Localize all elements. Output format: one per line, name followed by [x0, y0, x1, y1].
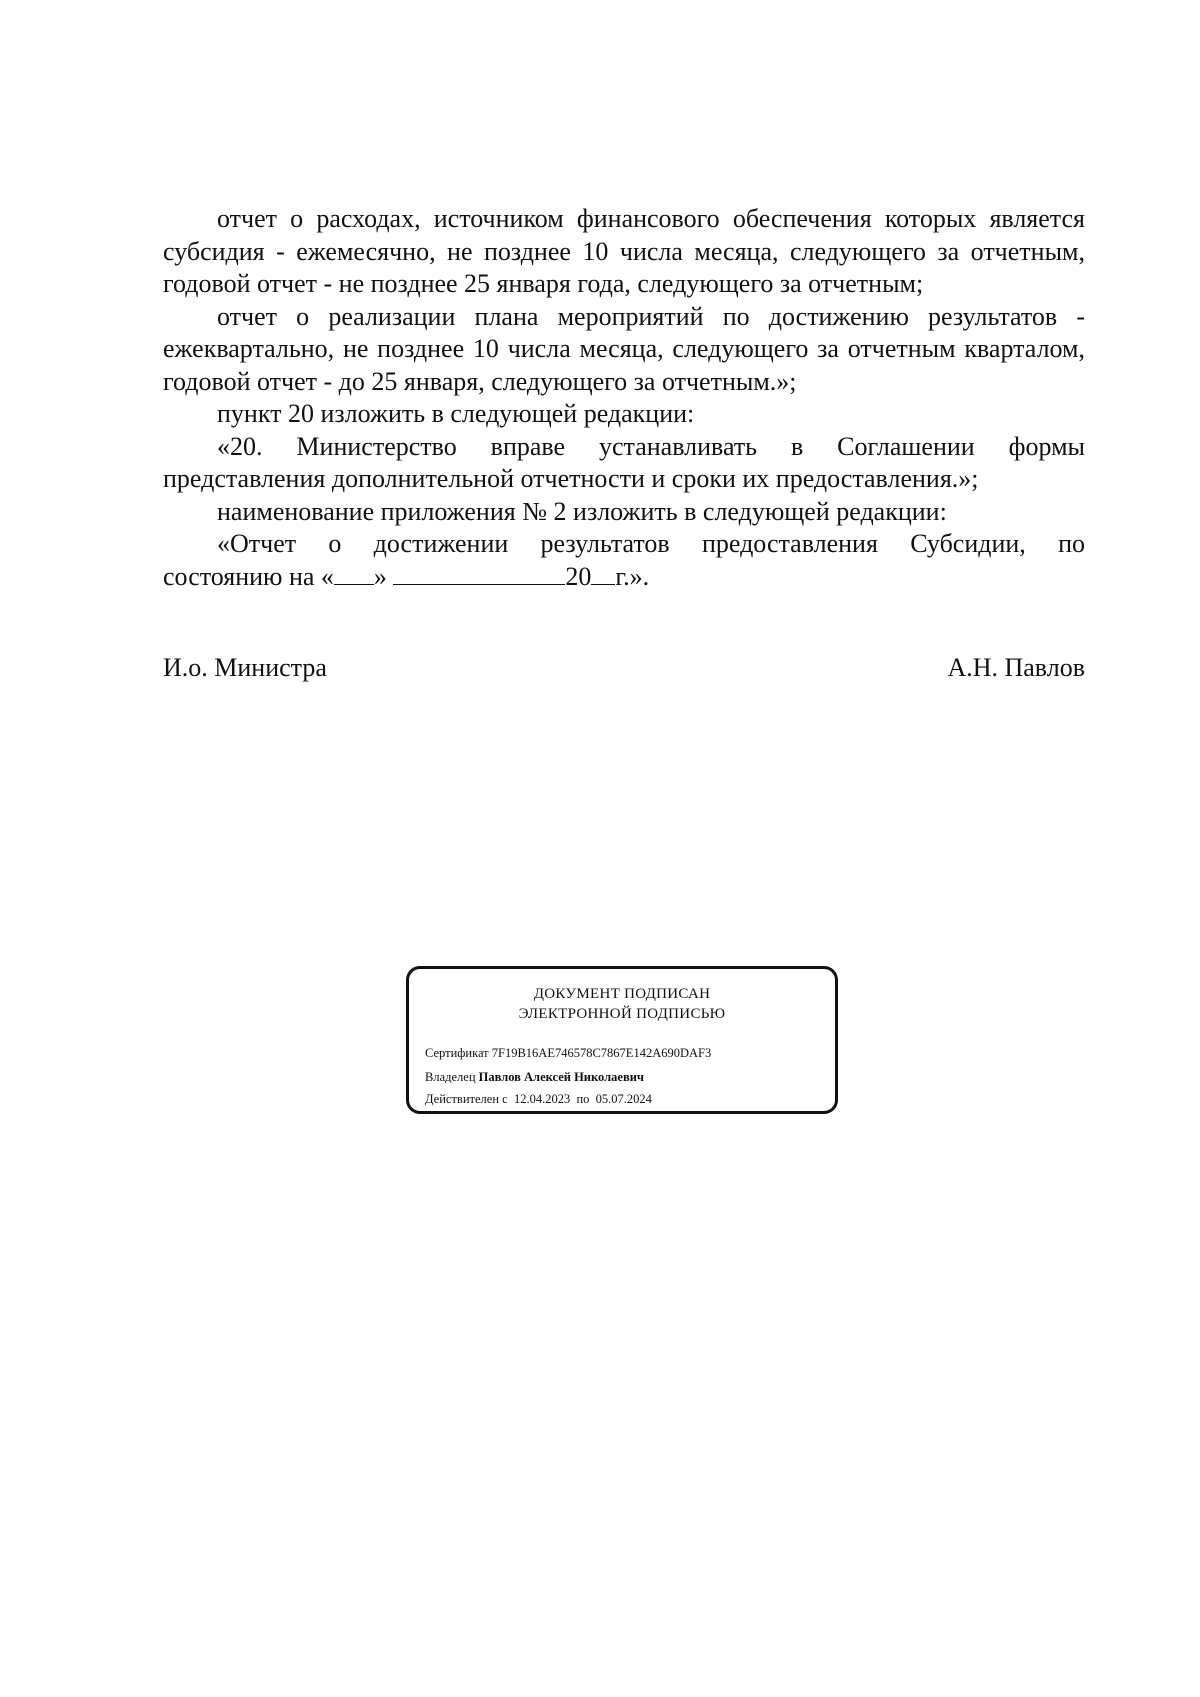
report-title-line1: «Отчет о достижении результатов предоставления Субсидии, по [217, 529, 1085, 558]
report-title-quote-close: » [373, 561, 387, 591]
report-title-year: 20 [565, 561, 592, 591]
stamp-valid-to-label: по [576, 1092, 590, 1106]
signatory-name: А.Н. Павлов [947, 653, 1085, 682]
stamp-certificate [425, 1045, 711, 1061]
document-body [163, 203, 1085, 593]
stamp-valid-from: 12.04.2023 [513, 1092, 571, 1106]
stamp-title-line1: ДОКУМЕНТ ПОДПИСАН [533, 986, 711, 1002]
paragraph-report-title [163, 528, 1085, 561]
day-blank [334, 562, 374, 585]
stamp-certificate-label: Сертификат [425, 1046, 489, 1060]
electronic-signature-stamp [406, 966, 838, 1114]
paragraph-clause-20-text: «20. Министерство вправе устанавливать в Соглашении формы представления дополнительной отчетности и сроки их предоставления.»; [163, 431, 1085, 493]
signatory-position: И.о. Министра [163, 653, 327, 682]
stamp-owner-value: Павлов Алексей Николаевич [478, 1070, 644, 1084]
stamp-owner [425, 1069, 644, 1085]
stamp-valid-to: 05.07.2024 [595, 1092, 652, 1106]
paragraph-plan-report: отчет о реализации плана мероприятий по достижению результатов - ежеквартально, не позднее 10 числа месяца, следующего за отчетным кварталом, годовой отчет - до 25 января, следующего за отчетным.»; [163, 301, 1085, 396]
stamp-validity [425, 1091, 652, 1107]
stamp-certificate-value: 7F19B16AE746578C7867E142A690DAF3 [491, 1046, 712, 1060]
month-blank [393, 562, 565, 585]
report-title-suffix: г.». [615, 561, 650, 591]
paragraph-appendix-intro: наименование приложения № 2 изложить в следующей редакции: [217, 496, 947, 526]
stamp-owner-label: Владелец [425, 1070, 476, 1084]
year-blank [591, 562, 615, 585]
stamp-valid-label: Действителен с [425, 1092, 508, 1106]
stamp-title-line2: ЭЛЕКТРОННОЙ ПОДПИСЬЮ [518, 1006, 726, 1022]
paragraph-report-title-line2 [163, 561, 1085, 594]
paragraph-expense-report: отчет о расходах, источником финансового обеспечения которых является субсидия - ежемесячно, не позднее 10 числа месяца, следующего за отчетным, годовой отчет - не позднее 25 января года, следующего за отчетным; [163, 204, 1085, 298]
paragraph-clause-20-intro: пункт 20 изложить в следующей редакции: [217, 399, 695, 428]
report-title-prefix: состоянию на « [163, 561, 334, 591]
